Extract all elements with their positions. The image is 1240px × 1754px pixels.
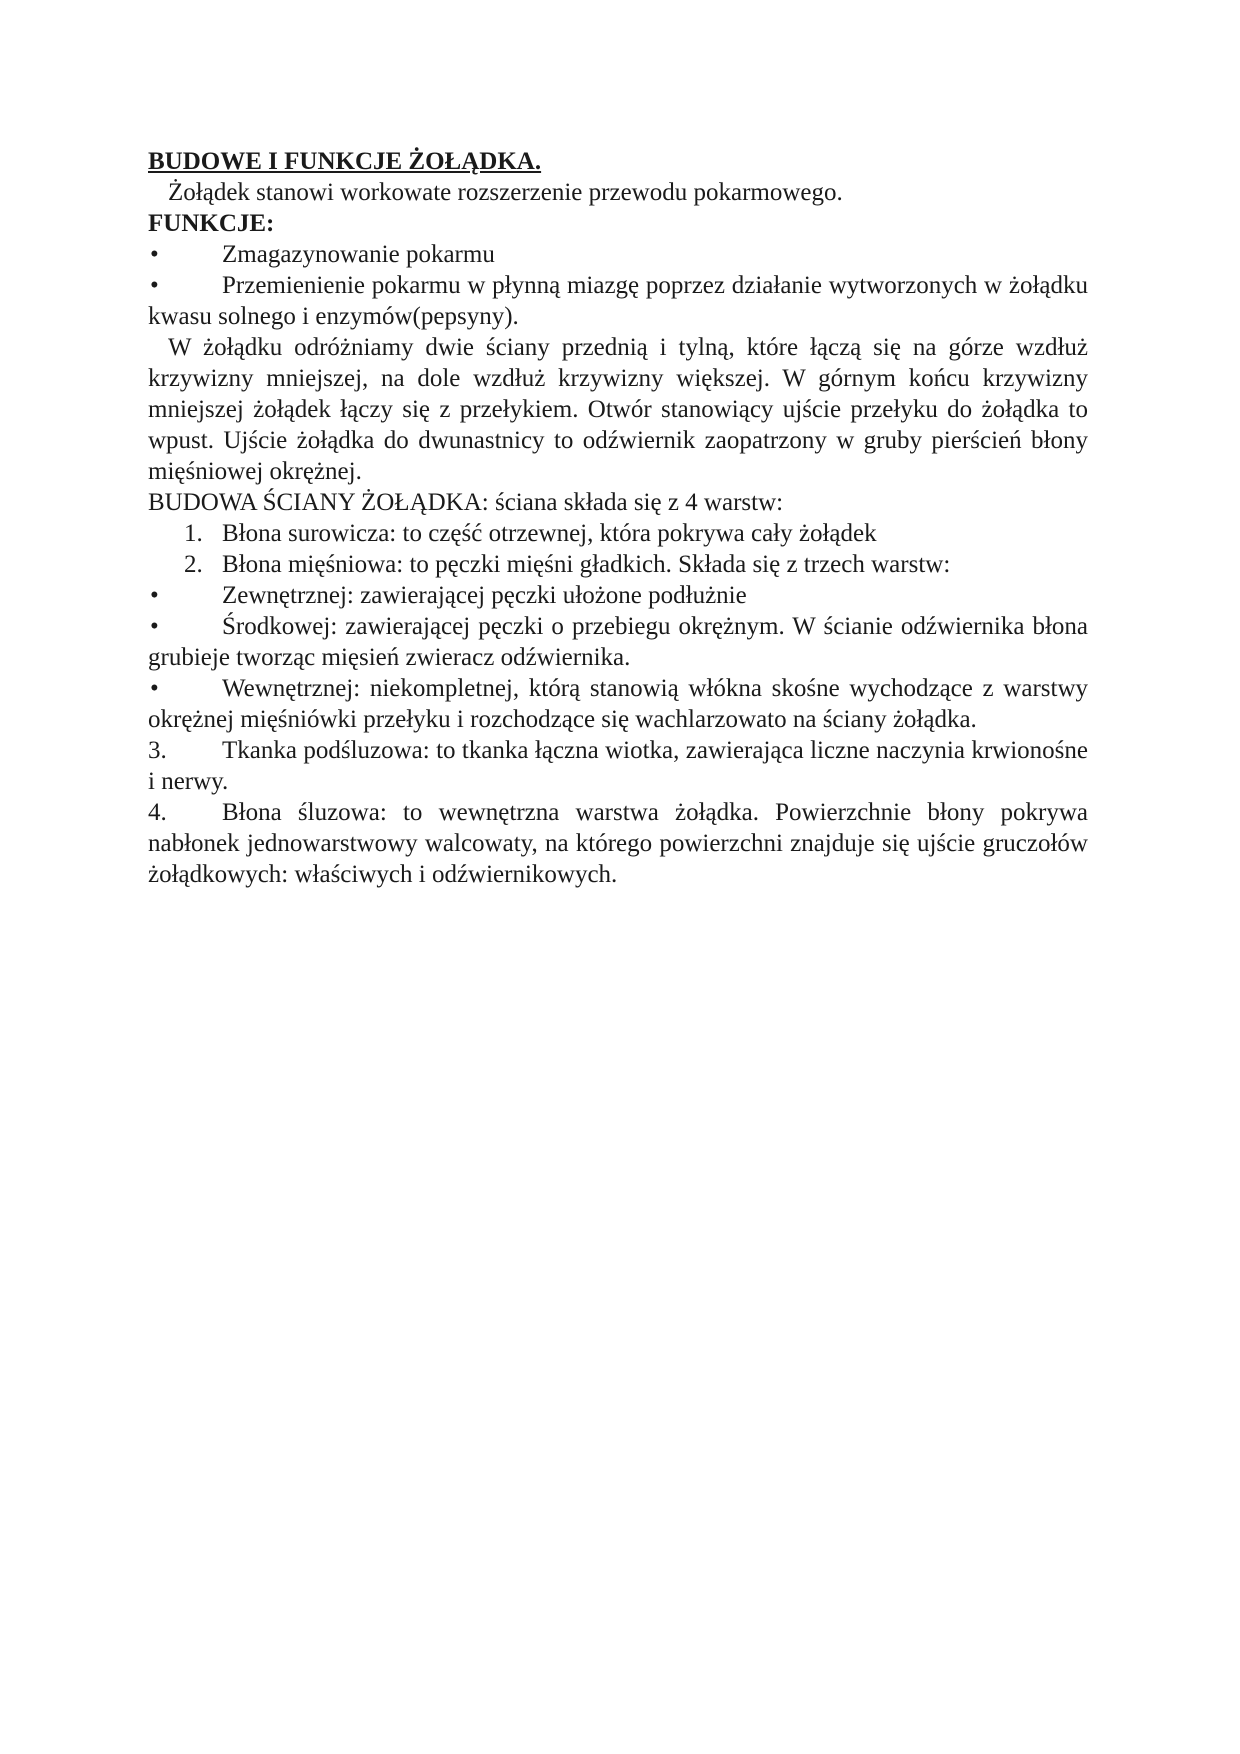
layer-text: Błona surowicza: to część otrzewnej, która pokrywa cały żołądek: [222, 520, 877, 547]
description-paragraph: W żołądku odróżniamy dwie ściany przednią i tylną, które łączą się na górze wzdłuż krzywizny mniejszej, na dole wzdłuż krzywizny większej. W górnym końcu krzywizny mniejszej żołądek łączy się z przełykiem. Otwór stanowiący ujście przełyku do żołądka to wpust. Ujście żołądka do dwunastnicy to odźwiernik zaopatrzony w gruby pierścień błony mięśniowej okrężnej.: [148, 334, 1088, 485]
function-item-text: Zmagazynowanie pokarmu: [222, 241, 495, 268]
bullet-marker: •: [150, 241, 159, 268]
bullet-marker: •: [150, 613, 159, 640]
muscle-layer-text: Środkowej: zawierającej pęczki o przebiegu okrężnym. W ścianie odźwiernika błona grubieje tworząc mięsień zwieracz odźwiernika.: [148, 613, 1088, 671]
muscle-layer-item: [148, 611, 1088, 673]
layer-item: [148, 518, 1088, 549]
layer-text: Błona śluzowa: to wewnętrzna warstwa żołądka. Powierzchnie błony pokrywa nabłonek jednowarstwowy walcowaty, na którego powierzchni znajduje się ujście gruczołów żołądkowych: właściwych i odźwiernikowych.: [148, 799, 1088, 888]
layer-text: Błona mięśniowa: to pęczki mięśni gładkich. Składa się z trzech warstw:: [222, 551, 951, 578]
layer-text: Tkanka podśluzowa: to tkanka łączna wiotka, zawierająca liczne naczynia krwionośne i nerwy.: [148, 737, 1088, 795]
layer-item: [148, 549, 1088, 580]
function-item-text: Przemienienie pokarmu w płynną miazgę poprzez działanie wytworzonych w żołądku kwasu solnego i enzymów(pepsyny).: [148, 272, 1088, 330]
layer-number: 4.: [148, 799, 167, 826]
bullet-marker: •: [150, 272, 159, 299]
functions-heading: FUNKCJE:: [148, 210, 275, 237]
intro-paragraph: Żołądek stanowi workowate rozszerzenie przewodu pokarmowego.: [168, 179, 843, 206]
document-body: [148, 146, 1088, 890]
layer-number: 3.: [148, 737, 167, 764]
layer-item: [148, 735, 1088, 797]
muscle-layer-text: Zewnętrznej: zawierającej pęczki ułożone podłużnie: [222, 582, 747, 609]
bullet-marker: •: [150, 675, 159, 702]
muscle-layer-item: [148, 673, 1088, 735]
layer-number: 1.: [184, 520, 203, 547]
muscle-layer-text: Wewnętrznej: niekompletnej, którą stanowią włókna skośne wychodzące z warstwy okrężnej mięśniówki przełyku i rozchodzące się wachlarzowato na ściany żołądka.: [148, 675, 1088, 733]
function-item: [148, 270, 1088, 332]
layer-number: 2.: [184, 551, 203, 578]
function-item: [148, 239, 1088, 270]
bullet-marker: •: [150, 582, 159, 609]
document-title: BUDOWE I FUNKCJE ŻOŁĄDKA.: [148, 148, 542, 175]
layer-item: [148, 797, 1088, 890]
wall-heading: BUDOWA ŚCIANY ŻOŁĄDKA: ściana składa się z 4 warstw:: [148, 489, 784, 516]
muscle-layer-item: [148, 580, 1088, 611]
